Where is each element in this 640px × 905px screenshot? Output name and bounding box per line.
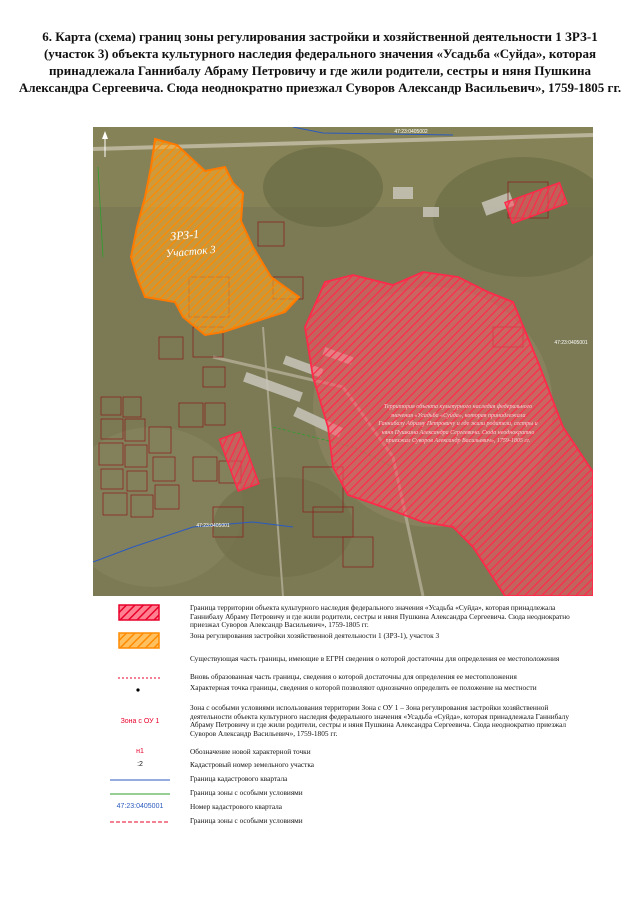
legend-special-label: Зона с ОУ 1 [120, 718, 160, 725]
legend-heritage-swatch [118, 604, 160, 621]
zone-label-plot: Участок 3 [165, 243, 217, 261]
legend-quarter-num-label: 47:23:0405001 [116, 803, 164, 810]
legend-special-border-line [110, 792, 170, 796]
heritage-territory-label: Территория объекта культурного наследия федерального значения «Усадьба «Суйда», которая принадлежала Ганнибалу Абраму Петровичу и где жили родители, сестры и няня Пушкина Александра Сергеевича. Сюда неоднократно приезжал Суворов Александр Васильевич», 1759-1805 гг. [378, 404, 538, 444]
legend-quarter-num-text: Номер кадастрового квартала [190, 802, 283, 811]
legend-point-icon [135, 687, 141, 693]
legend-point-text: Характерная точка границы, сведения о которой позволяют однозначно определить ее положение на местности [190, 683, 537, 692]
page-title: 6. Карта (схема) границ зоны регулирования застройки и хозяйственной деятельности 1 ЗРЗ-1 (участок 3) объекта культурного наследия федерального значения «Усадьба «Суйда», которая принадлежала Ганнибалу Абраму Петровичу и где жили родители, сестры и няня Пушкина Александра Сергеевича. Сюда неоднократно приезжал Суворов Александр Васильевич», 1759-1805 гг. [18, 29, 622, 95]
legend-cadnum-text: Кадастровый номер земельного участка [190, 760, 315, 769]
legend-special-border-text: Граница зоны с особыми условиями [190, 788, 303, 797]
legend-cadnum-label: :2 [137, 761, 143, 768]
legend-zone-text: Зона регулирования застройки хозяйственной деятельности 1 (ЗРЗ-1), участок 3 [190, 631, 440, 640]
legend-newpoint-text: Обозначение новой характерной точки [190, 747, 311, 756]
quarter-label-right: 47:23:0405001 [554, 340, 588, 346]
legend-newpoint-label: н1 [136, 748, 144, 755]
quarter-label-bottom: 47:23:0405001 [196, 523, 230, 529]
legend-quarter-border-text: Граница кадастрового квартала [190, 774, 288, 783]
zone-label-zrz1: ЗРЗ-1 [169, 226, 200, 244]
legend-special-border2-line [110, 820, 170, 824]
legend-quarter-border-line [110, 778, 170, 782]
legend-zone-swatch [118, 632, 160, 649]
legend-special-border2-text: Граница зоны с особыми условиями [190, 816, 303, 825]
legend-new-border-line [118, 676, 160, 680]
map-scheme [93, 127, 593, 596]
legend-heritage-text: Граница территории объекта культурного наследия федерального значения «Усадьба «Суйда», которая принадлежала Ганнибалу Абраму Петровичу и где жили родители, сестры и няня Пушкина Александра Сергеевича. Сюда неоднократно приезжал Суворов Александр Васильевич», 1759-1805 гг. [190, 603, 570, 630]
legend-existing-text: Существующая часть границы, имеющие в ЕГРН сведения о которой достаточны для определения ее местоположения [190, 654, 560, 663]
legend-new-text: Вновь образованная часть границы, сведения о которой достаточны для определения ее местоположения [190, 672, 517, 681]
legend-special-text: Зона с особыми условиями использования территории Зона с ОУ 1 – Зона регулирования застройки хозяйственной деятельности объекта культурного наследия федерального значения «Усадьба «Суйда», которая принадлежала Ганнибалу Абраму Петровичу и где жили родители, сестры и няня Пушкина Александра Сергеевича. Сюда неоднократно приезжал Суворов Александр Васильевич», 1759-1805 гг. [190, 703, 569, 738]
quarter-label-top: 47:23:0405002 [394, 129, 428, 135]
